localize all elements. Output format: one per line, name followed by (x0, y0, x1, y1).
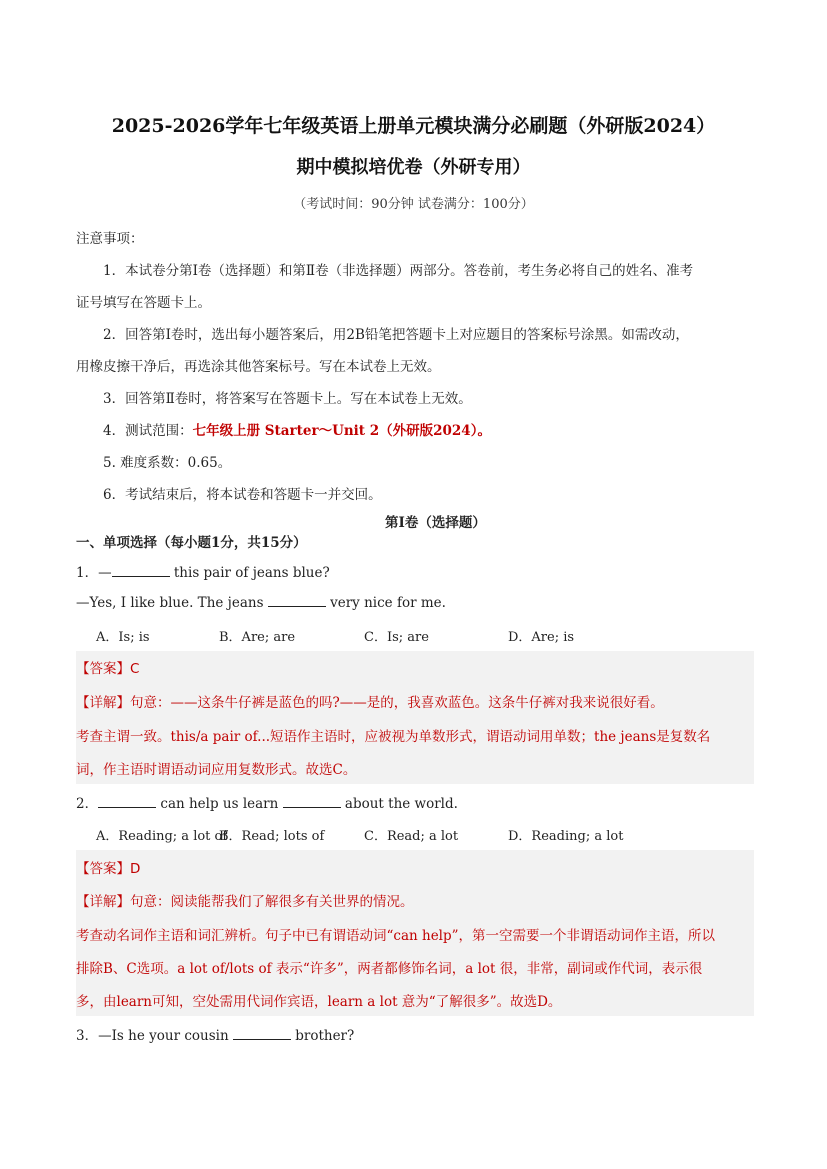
q2-option-c: C．Read; a lot (364, 829, 459, 844)
question-number: 3． (76, 1028, 99, 1044)
question-text: very nice for me. (325, 595, 446, 611)
blank-line (283, 795, 341, 808)
q2-answer: 【答案】D (76, 861, 141, 877)
q2-detail-line-3: 排除B、C选项。a lot of/lots of 表示“许多”，两者都修饰名词，a lot 很，非常，副词或作代词，表示很 (76, 961, 703, 977)
question-1-line-2 (76, 594, 446, 611)
note-item-4-prefix: 4．测试范围： (103, 423, 193, 439)
detail-label: 【详解】 (76, 894, 130, 910)
q2-detail-line-4: 多，由learn可知，空处需用代词作宾语，learn a lot 意为“了解很多”。故选D。 (76, 994, 562, 1010)
question-text: brother? (290, 1028, 355, 1044)
q1-option-d: D．Are; is (508, 630, 575, 645)
q1-option-a: A．Is; is (96, 630, 150, 645)
q1-detail-line-2: 考查主谓一致。this/a pair of...短语作主语时，应被视为单数形式，谓语动词用单数；the jeans是复数名 (76, 729, 711, 745)
blank-line (233, 1027, 291, 1040)
note-item-4 (103, 419, 491, 439)
notes-heading: 注意事项： (76, 231, 144, 247)
q1-detail-line-1 (76, 691, 664, 711)
question-2-line-1 (76, 792, 458, 812)
q2-option-b: B．Read; lots of (219, 829, 325, 844)
exam-title: 2025-2026学年七年级英语上册单元模块满分必刷题（外研版2024） (111, 115, 716, 137)
question-text: this pair of jeans blue? (169, 565, 330, 581)
detail-label: 【详解】 (76, 695, 130, 711)
question-text: — (98, 565, 112, 581)
blank-line (98, 795, 156, 808)
question-text: about the world. (340, 796, 458, 812)
blank-line (112, 564, 170, 577)
note-item-5: 5. 难度系数：0.65。 (103, 455, 232, 471)
q2-option-a: A．Reading; a lot of (96, 829, 228, 844)
test-range: 七年级上册 Starter～Unit 2（外研版2024）。 (192, 423, 491, 439)
note-item-1-b: 证号填写在答题卡上。 (76, 295, 211, 311)
blank-line (268, 594, 326, 607)
question-1-line-1 (76, 561, 330, 581)
exam-info: （考试时间：90分钟 试卷满分：100分） (293, 197, 534, 212)
question-text: —Is he your cousin (98, 1028, 233, 1044)
note-item-2-b: 用橡皮擦干净后，再选涂其他答案标号。写在本试卷上无效。 (76, 359, 441, 375)
question-3-line-1 (76, 1024, 354, 1044)
q1-option-b: B．Are; are (219, 630, 296, 645)
exam-subtitle: 期中模拟培优卷（外研专用） (296, 157, 531, 178)
q1-option-c: C．Is; are (364, 630, 429, 645)
detail-text: 句意：——这条牛仔裤是蓝色的吗?——是的，我喜欢蓝色。这条牛仔裤对我来说很好看。 (130, 695, 664, 711)
volume-title: 第Ⅰ卷（选择题） (385, 515, 486, 531)
note-item-3: 3．回答第Ⅱ卷时，将答案写在答题卡上。写在本试卷上无效。 (103, 391, 472, 407)
detail-text: 句意：阅读能帮我们了解很多有关世界的情况。 (130, 894, 414, 910)
question-text: —Yes, I like blue. The jeans (76, 595, 268, 611)
q2-option-d: D．Reading; a lot (508, 829, 624, 844)
question-text: can help us learn (156, 796, 283, 812)
note-item-6: 6．考试结束后，将本试卷和答题卡一并交回。 (103, 487, 382, 503)
q1-detail-line-3: 词，作主语时谓语动词应用复数形式。故选C。 (76, 762, 357, 778)
note-item-1-a: 1．本试卷分第Ⅰ卷（选择题）和第Ⅱ卷（非选择题）两部分。答卷前，考生务必将自己的姓名、准考 (103, 263, 694, 279)
q1-answer: 【答案】C (76, 661, 140, 677)
q2-detail-line-2: 考查动名词作主语和词汇辨析。句子中已有谓语动词“can help”，第一空需要一个非谓语动词作主语，所以 (76, 928, 716, 944)
part-title: 一、单项选择（每小题1分，共15分） (76, 535, 307, 551)
q2-detail-line-1 (76, 890, 414, 910)
question-number: 1． (76, 565, 99, 581)
note-item-2-a: 2．回答第Ⅰ卷时，选出每小题答案后，用2B铅笔把答题卡上对应题目的答案标号涂黑。如需改动， (103, 327, 689, 343)
question-number: 2． (76, 796, 99, 812)
